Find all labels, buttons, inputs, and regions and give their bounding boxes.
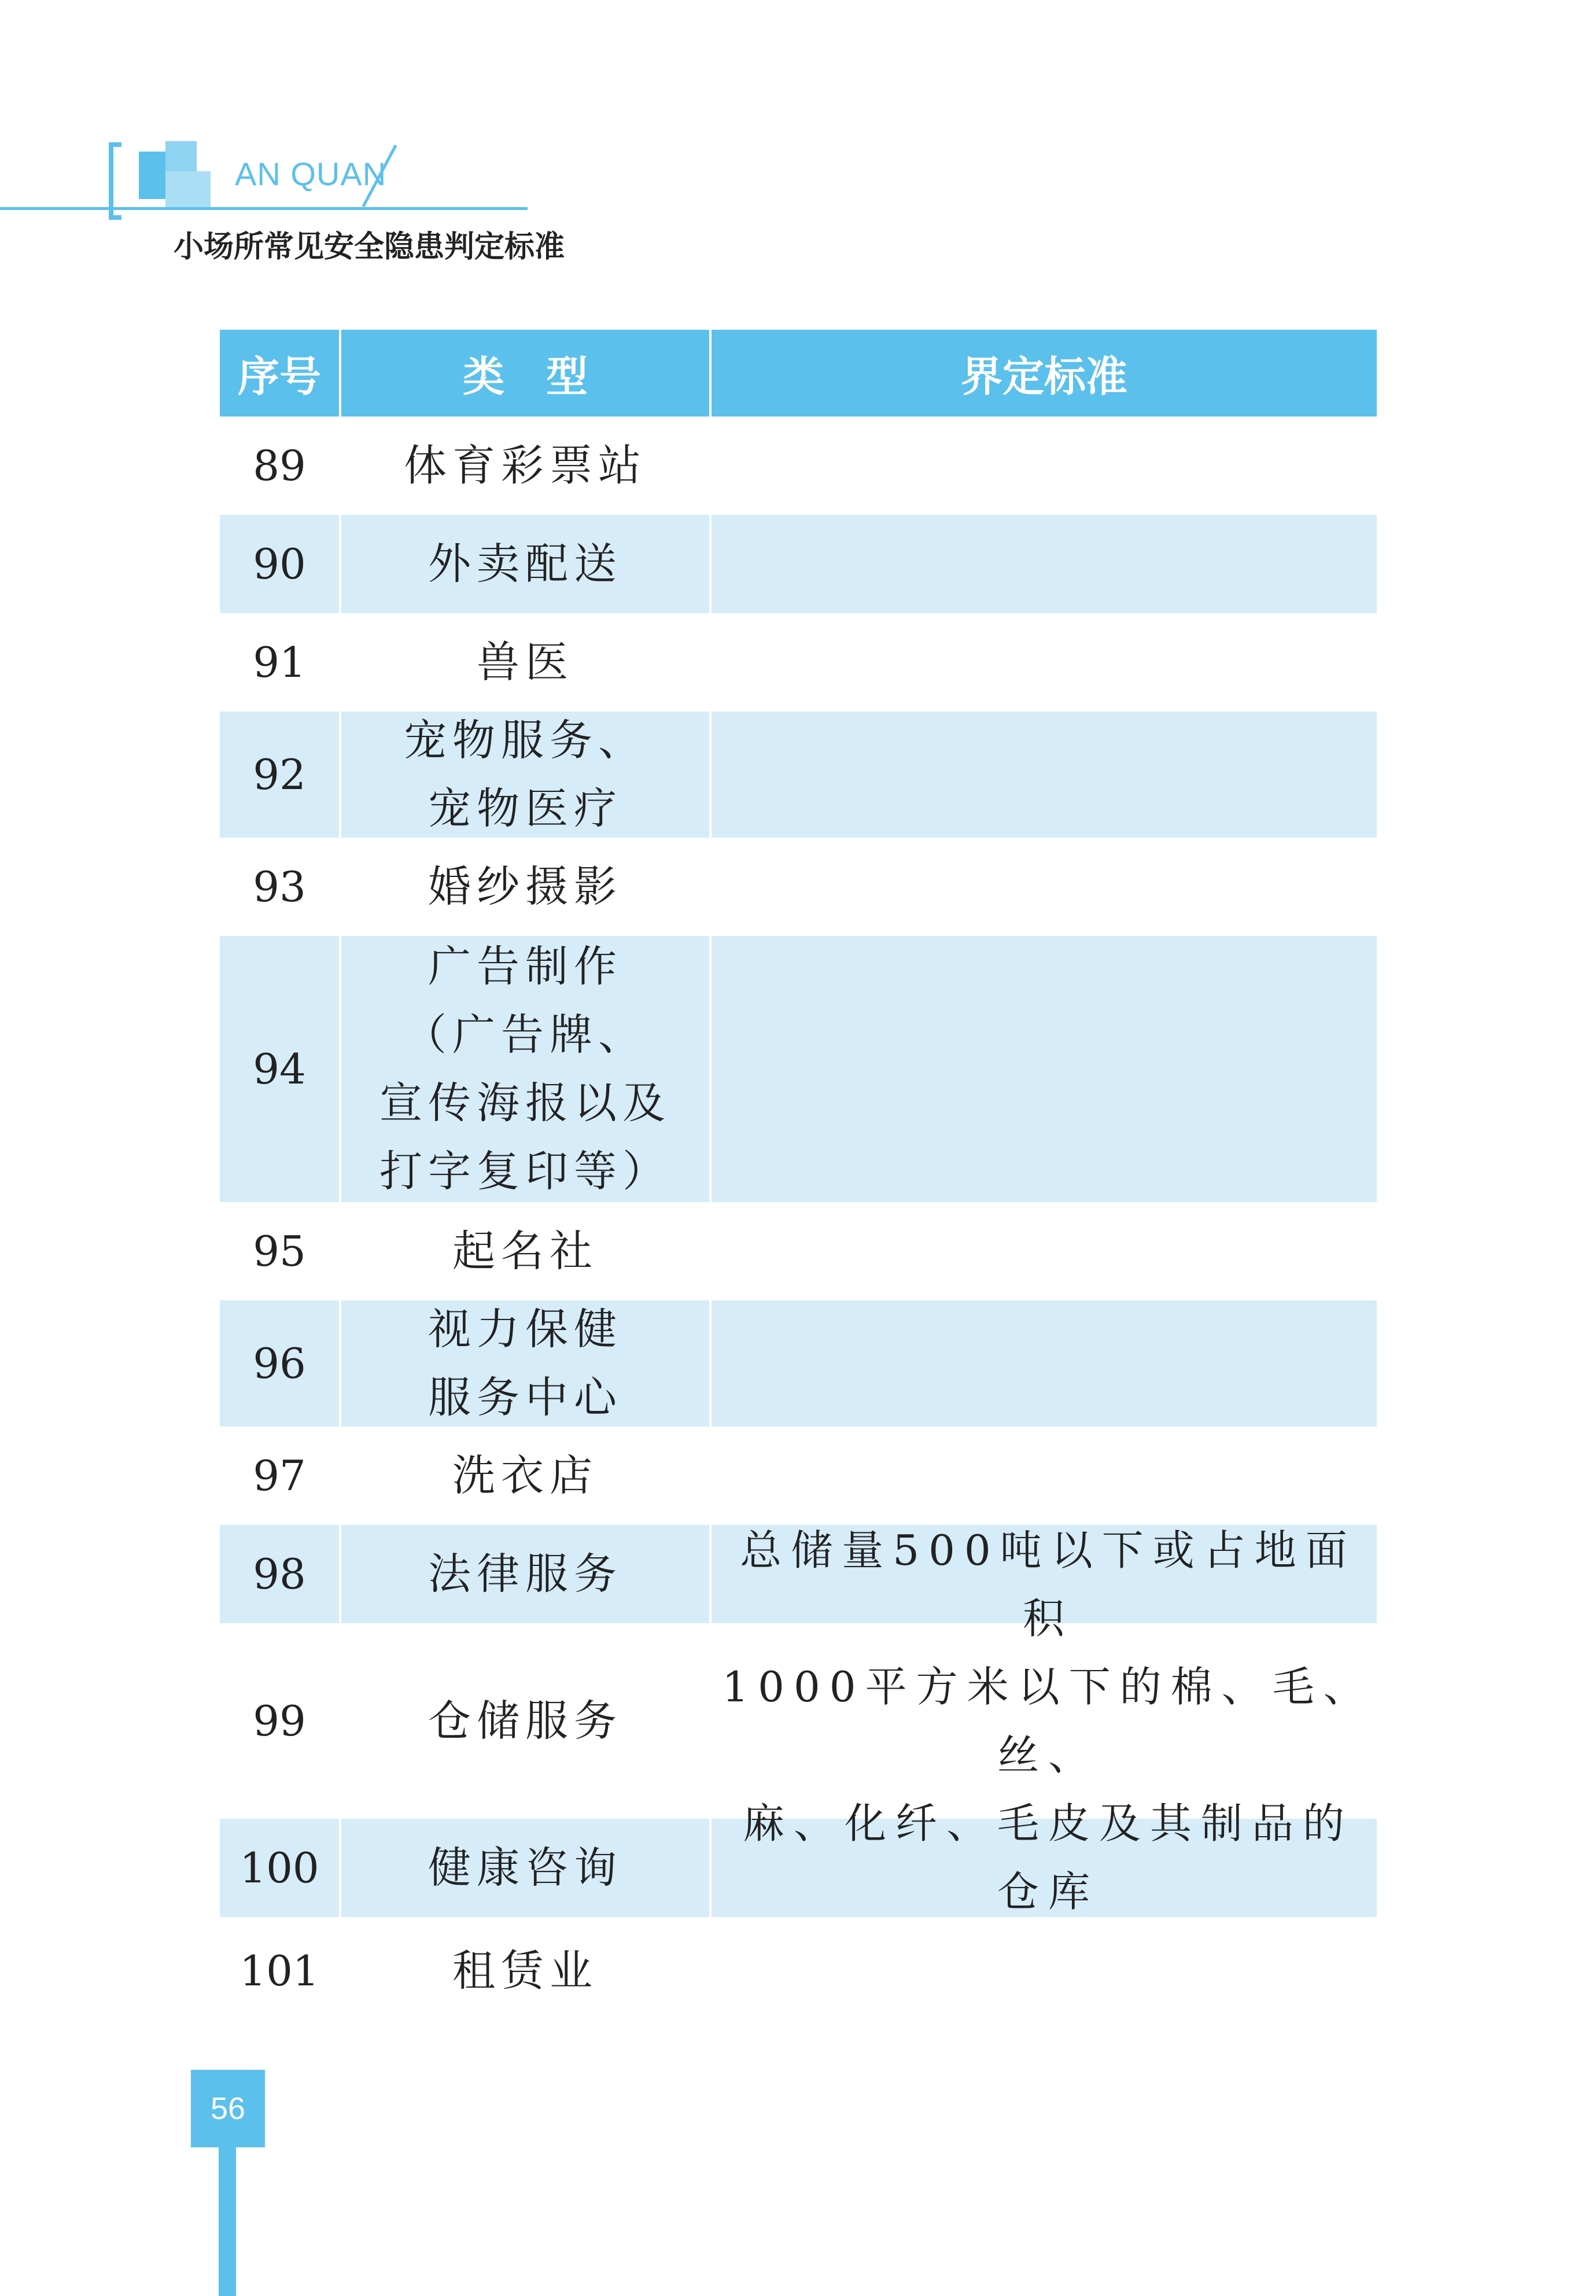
- row-criteria: [712, 712, 1377, 838]
- row-criteria: 1000平方米以下的棉、毛、丝、: [722, 1663, 1374, 1779]
- table-header: [220, 330, 1377, 417]
- row-criteria: [712, 613, 1377, 712]
- row-type: 视力保健 服务中心: [341, 1300, 712, 1427]
- header-cell-number: 序号: [220, 330, 341, 417]
- row-criteria: [712, 838, 1377, 936]
- header-cell-criteria: 界定标准: [960, 352, 1127, 401]
- row-type: 宠物服务、 宠物医疗: [341, 712, 712, 838]
- row-number: 93: [220, 838, 341, 936]
- page-number-bar-decoration: [219, 2147, 236, 2296]
- header-rule: [0, 207, 528, 210]
- table-row: [220, 1917, 1377, 2025]
- table-row: [220, 417, 1377, 515]
- header-cn-title: 小场所常见安全隐患判定标准: [174, 230, 565, 264]
- table-row: [220, 613, 1377, 712]
- row-number: 95: [220, 1202, 341, 1300]
- row-number: 99: [220, 1623, 341, 1819]
- table-row: [220, 1819, 1377, 1917]
- table-row: [220, 936, 1377, 1202]
- row-type: 婚纱摄影: [341, 838, 712, 936]
- table-row: [220, 838, 1377, 936]
- table-row: [220, 1300, 1377, 1427]
- criteria-table: [220, 330, 1377, 2025]
- row-number: 98: [220, 1525, 341, 1623]
- row-type: 体育彩票站: [341, 417, 712, 515]
- row-number: 91: [220, 613, 341, 712]
- row-number: 90: [220, 515, 341, 613]
- row-criteria: [712, 515, 1377, 613]
- row-type: 洗衣店: [341, 1427, 712, 1525]
- row-type: 健康咨询: [341, 1819, 712, 1917]
- header-square-decoration: [165, 171, 211, 207]
- row-criteria: [712, 936, 1377, 1202]
- row-criteria: [712, 1300, 1377, 1427]
- row-type: 外卖配送: [341, 515, 712, 613]
- row-criteria: [712, 1819, 1377, 1917]
- table-row: [220, 1623, 1377, 1819]
- header-cell-type: 类 型: [341, 330, 712, 417]
- row-type: 法律服务: [341, 1525, 712, 1623]
- table-row: [220, 515, 1377, 613]
- header-bracket-decoration: [109, 142, 121, 220]
- table-row: [220, 1202, 1377, 1300]
- row-type: 广告制作 （广告牌、 宣传海报以及 打字复印等）: [341, 936, 712, 1202]
- row-number: 96: [220, 1300, 341, 1427]
- row-number: 100: [220, 1819, 341, 1917]
- row-number: 94: [220, 936, 341, 1202]
- row-type: 兽医: [341, 613, 712, 712]
- header-square-decoration: [165, 141, 197, 176]
- row-criteria: [712, 417, 1377, 515]
- row-number: 92: [220, 712, 341, 838]
- page-number: 56: [191, 2070, 265, 2147]
- row-number: 97: [220, 1427, 341, 1525]
- row-type: 起名社: [341, 1202, 712, 1300]
- table-row: [220, 1427, 1377, 1525]
- row-criteria: [712, 1427, 1377, 1525]
- row-criteria: [712, 1202, 1377, 1300]
- row-number: 101: [220, 1917, 341, 2025]
- header-en-title: AN QUAN: [235, 156, 387, 192]
- row-type: 租赁业: [341, 1917, 712, 2025]
- row-number: 89: [220, 417, 341, 515]
- row-criteria: [712, 1917, 1377, 2025]
- row-type: 仓储服务: [341, 1623, 712, 1819]
- table-row: [220, 712, 1377, 838]
